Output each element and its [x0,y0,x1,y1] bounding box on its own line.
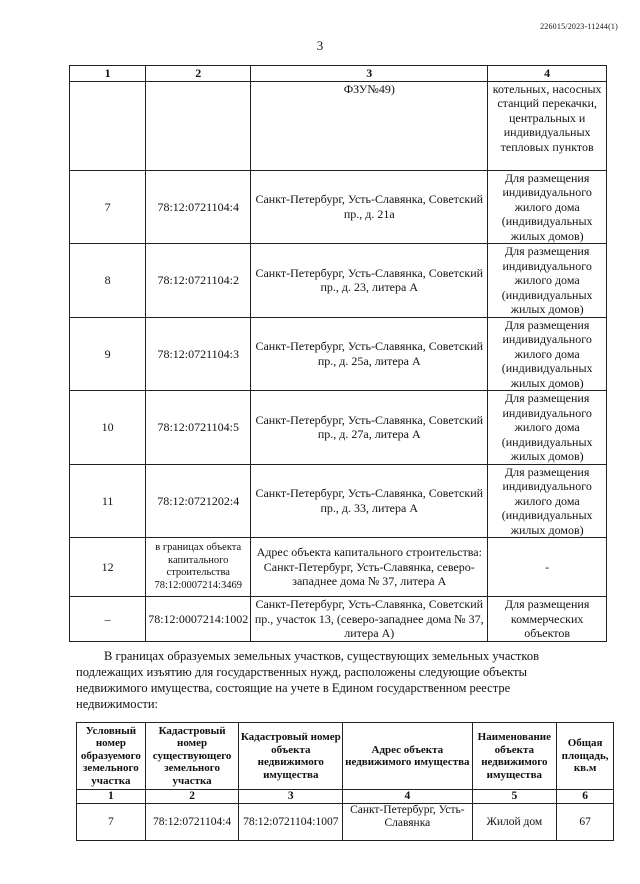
header-existing-cadastral: Кадастровый номер существующего земельного участка [145,723,239,790]
column-number-3: 3 [239,790,343,804]
row-index-cell: 12 [70,538,146,597]
purpose-cell: Для размещения индивидуального жилого дома (индивидуальных жилых домов) [488,244,607,318]
row-index-cell: – [70,597,146,642]
row-index-cell: 10 [70,391,146,465]
row-index-cell [70,81,146,170]
cadastral-number-cell: 78:12:0721202:4 [146,464,251,538]
table-row [70,317,607,391]
table-row [70,391,607,465]
address-cell: Санкт-Петербург, Усть-Славянка, Советский пр., д. 27а, литера А [251,391,488,465]
paragraph-line: недвижимости: [76,697,158,711]
column-number-1: 1 [77,790,146,804]
cadastral-number-cell: в границах объекта капитального строительства 78:12:0007214:3469 [146,538,251,597]
real-estate-objects-table [76,722,614,841]
table-header-row [70,66,607,82]
purpose-cell: Для размещения индивидуального жилого дома (индивидуальных жилых домов) [488,317,607,391]
column-number-2: 2 [145,790,239,804]
plot-number-cell: 7 [77,804,146,841]
purpose-cell: котельных, насосных станций перекачки, центральных и индивидуальных тепловых пунктов [488,81,607,170]
column-numbers-row [77,790,614,804]
cadastral-number-cell: 78:12:0721104:5 [146,391,251,465]
column-number-6: 6 [557,790,614,804]
table-row [77,804,614,841]
row-index-cell: 8 [70,244,146,318]
cadastral-number-cell: 78:12:0721104:2 [146,244,251,318]
address-cell: Санкт-Петербург, Усть-Славянка, Советский пр., д. 33, литера А [251,464,488,538]
row-index-cell: 11 [70,464,146,538]
column-number-3: 3 [251,66,488,82]
table-row [70,170,607,244]
object-name-cell: Жилой дом [472,804,557,841]
column-number-5: 5 [472,790,557,804]
cadastral-number-cell: 78:12:0721104:4 [146,170,251,244]
objects-paragraph [76,648,616,712]
column-number-1: 1 [70,66,146,82]
purpose-cell: Для размещения индивидуального жилого дома (индивидуальных жилых домов) [488,391,607,465]
table-header-row [77,723,614,790]
header-plot-number: Условный номер образуемого земельного участка [77,723,146,790]
table-row [70,464,607,538]
total-area-cell: 67 [557,804,614,841]
column-number-4: 4 [343,790,472,804]
purpose-cell: Для размещения индивидуального жилого дома (индивидуальных жилых домов) [488,464,607,538]
cadastral-number-cell: 78:12:0721104:3 [146,317,251,391]
row-index-cell: 9 [70,317,146,391]
table-row [70,81,607,170]
cadastral-number-cell: 78:12:0007214:1002 [146,597,251,642]
row-index-cell: 7 [70,170,146,244]
header-object-name: Наименование объекта недвижимого имущества [472,723,557,790]
address-cell: Санкт-Петербург, Усть-Славянка, Советский пр., д. 23, литера А [251,244,488,318]
address-cell: ФЗУ№49) [251,81,488,170]
land-plots-table [69,65,607,642]
table-row [70,597,607,642]
address-cell: Санкт-Петербург, Усть-Славянка, Советский пр., участок 13, (северо-западнее дома № 37, литера А) [251,597,488,642]
paragraph-line: недвижимого имущества, состоящие на учете в Едином государственном реестре [76,681,511,695]
existing-cadastral-cell: 78:12:0721104:4 [145,804,239,841]
table-row [70,538,607,597]
object-cadastral-cell: 78:12:0721104:1007 [239,804,343,841]
table-row [70,244,607,318]
address-cell: Санкт-Петербург, Усть-Славянка, Советский пр., д. 25а, литера А [251,317,488,391]
page-number: 3 [316,38,324,53]
header-object-address: Адрес объекта недвижимого имущества [343,723,472,790]
paragraph-line: подлежащих изъятию для государственных нужд, расположены следующие объекты [76,665,527,679]
header-total-area: Общая площадь, кв.м [557,723,614,790]
purpose-cell: Для размещения индивидуального жилого дома (индивидуальных жилых домов) [488,170,607,244]
document-number: 226015/2023-11244(1) [540,22,618,31]
column-number-4: 4 [488,66,607,82]
column-number-2: 2 [146,66,251,82]
object-address-cell: Санкт-Петербург, Усть-Славянка [343,804,472,841]
paragraph-line: В границах образуемых земельных участков, существующих земельных участков [104,649,539,663]
header-object-cadastral: Кадастровый номер объекта недвижимого имущества [239,723,343,790]
address-cell: Адрес объекта капитального строительства: Санкт-Петербург, Усть-Славянка, северо-западнее дома № 37, литера А [251,538,488,597]
address-cell: Санкт-Петербург, Усть-Славянка, Советский пр., д. 21а [251,170,488,244]
purpose-cell: - [488,538,607,597]
cadastral-number-cell [146,81,251,170]
purpose-cell: Для размещения коммерческих объектов [488,597,607,642]
